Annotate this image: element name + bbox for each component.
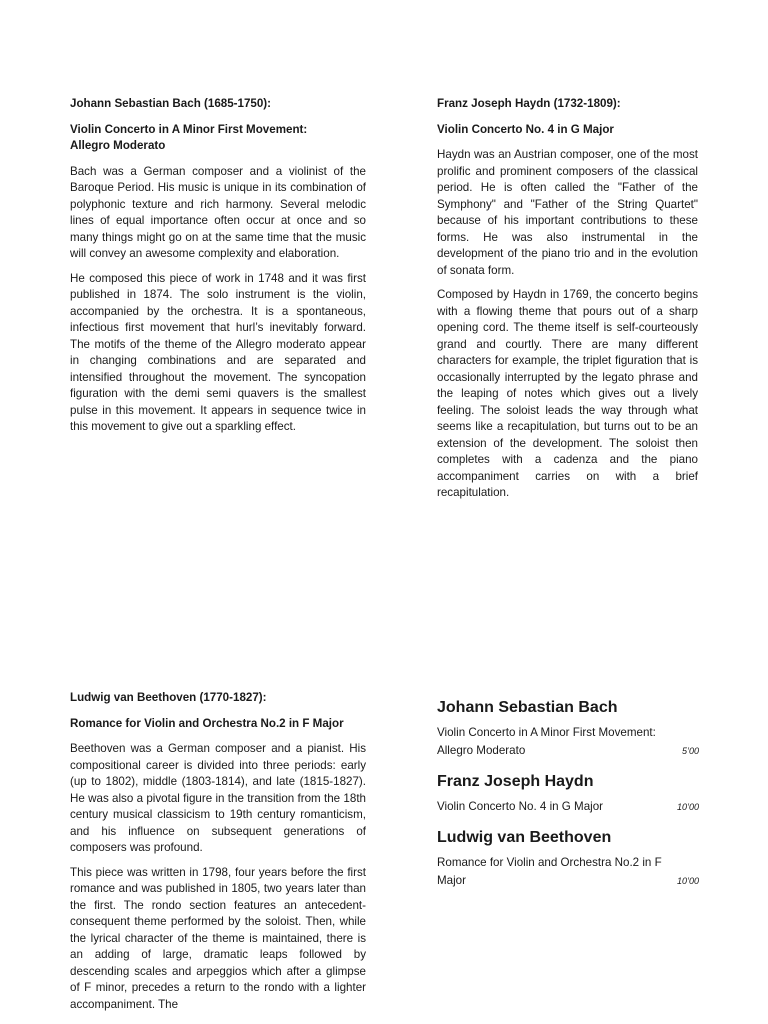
bach-heading: Johann Sebastian Bach (1685-1750): bbox=[70, 97, 272, 110]
haydn-paragraph-2: Composed by Haydn in 1769, the concerto begins with a flowing theme that pours out of a sharp opening cord. The theme itself is self-courteously grand and courtly. There are many different characters for example, the triplet figuration that is occasionally interrupted by the legato phrase and the leaping of notes which gives out a lively feeling. The soloist leads the way through what seems like a recapitulation, but turns out to be an extension of the development. The soloist then completes with a cadenza and the piano accompaniment carries on with a brief recapitulation. bbox=[437, 288, 698, 499]
program-composer: Franz Joseph Haydn bbox=[437, 773, 594, 790]
program-item-bach bbox=[437, 698, 699, 760]
program-item-haydn bbox=[437, 772, 699, 816]
program-row bbox=[437, 798, 699, 816]
program-duration: 5’00 bbox=[681, 746, 699, 756]
program-composer: Ludwig van Beethoven bbox=[437, 829, 612, 846]
program-duration: 10’00 bbox=[676, 802, 699, 812]
program-work-line: Allegro Moderato bbox=[437, 744, 526, 757]
bach-work-title bbox=[70, 122, 366, 155]
haydn-work-title: Violin Concerto No. 4 in G Major bbox=[437, 122, 614, 136]
beethoven-paragraph-2: This piece was written in 1798, four years before the first romance and was published in 1805, two years later than the first. The rondo section features an antecedent-consequent theme performed by the soloist. Then, while the lyrical character of the theme is maintained, there is an adding of large, dramatic leaps followed by descending scales and arpeggios which after a glimpse of F minor, precedes a return to the rondo with a lighter accompaniment. The bbox=[70, 865, 366, 1011]
program-duration: 10’00 bbox=[676, 876, 699, 886]
bach-paragraph-2: He composed this piece of work in 1748 and it was first published in 1874. The solo instrument is the violin, accompanied by the orchestra. It is a spontaneous, infectious first movement that hurl’s inevitably forward. The motifs of the theme of the Allegro moderato appear in changing combinations and are separated and intensified throughout the movement. The syncopation figuration with the demi semi quavers is the smallest pulse in this movement. It appears in sequence twice in this movement to give out a sparkling effect. bbox=[70, 271, 366, 433]
bach-paragraph-1: Bach was a German composer and a violinist of the Baroque Period. His music is unique in its combination of polyphonic texture and rich harmony. Several melodic lines of equal importance often occur at once and so many things might go on at the same time that the music will convey an awesome complexity and elaboration. bbox=[70, 164, 366, 260]
beethoven-heading: Ludwig van Beethoven (1770-1827): bbox=[70, 691, 267, 704]
program-work-line: Violin Concerto in A Minor First Movement: bbox=[437, 726, 656, 739]
program-row bbox=[437, 854, 699, 872]
bach-work-line2: Allegro Moderato bbox=[70, 139, 166, 152]
program-row bbox=[437, 872, 699, 890]
haydn-section bbox=[437, 96, 698, 510]
bach-section bbox=[70, 96, 366, 444]
program-listing bbox=[437, 698, 699, 902]
haydn-paragraph-1: Haydn was an Austrian composer, one of the most prolific and prominent composers of the classical period. He is often called the "Father of the Symphony" and "Father of the String Quartet" because of his important contributions to these forms. He was also instrumental in the development of the piano trio and in the evolution of sonata form. bbox=[437, 148, 698, 277]
program-work-line: Romance for Violin and Orchestra No.2 in F bbox=[437, 856, 662, 869]
haydn-heading: Franz Joseph Haydn (1732-1809): bbox=[437, 97, 621, 110]
program-work-line: Major bbox=[437, 874, 466, 887]
program-row bbox=[437, 724, 699, 742]
beethoven-paragraph-1: Beethoven was a German composer and a pianist. His compositional career is divided into three periods: early (up to 1802), middle (1803-1814), and late (1815-1827). He was also a pivotal figure in the transition from the 18th century musical classicism to 19th century romanticism, and his influence on subsequent generations of composers was profound. bbox=[70, 742, 366, 854]
program-item-beethoven bbox=[437, 828, 699, 890]
program-composer: Johann Sebastian Bach bbox=[437, 699, 618, 716]
beethoven-work-title: Romance for Violin and Orchestra No.2 in F Major bbox=[70, 716, 344, 730]
beethoven-section bbox=[70, 690, 366, 1021]
program-row bbox=[437, 742, 699, 760]
program-work-line: Violin Concerto No. 4 in G Major bbox=[437, 800, 604, 813]
bach-work-line1: Violin Concerto in A Minor First Movement: bbox=[70, 122, 308, 136]
